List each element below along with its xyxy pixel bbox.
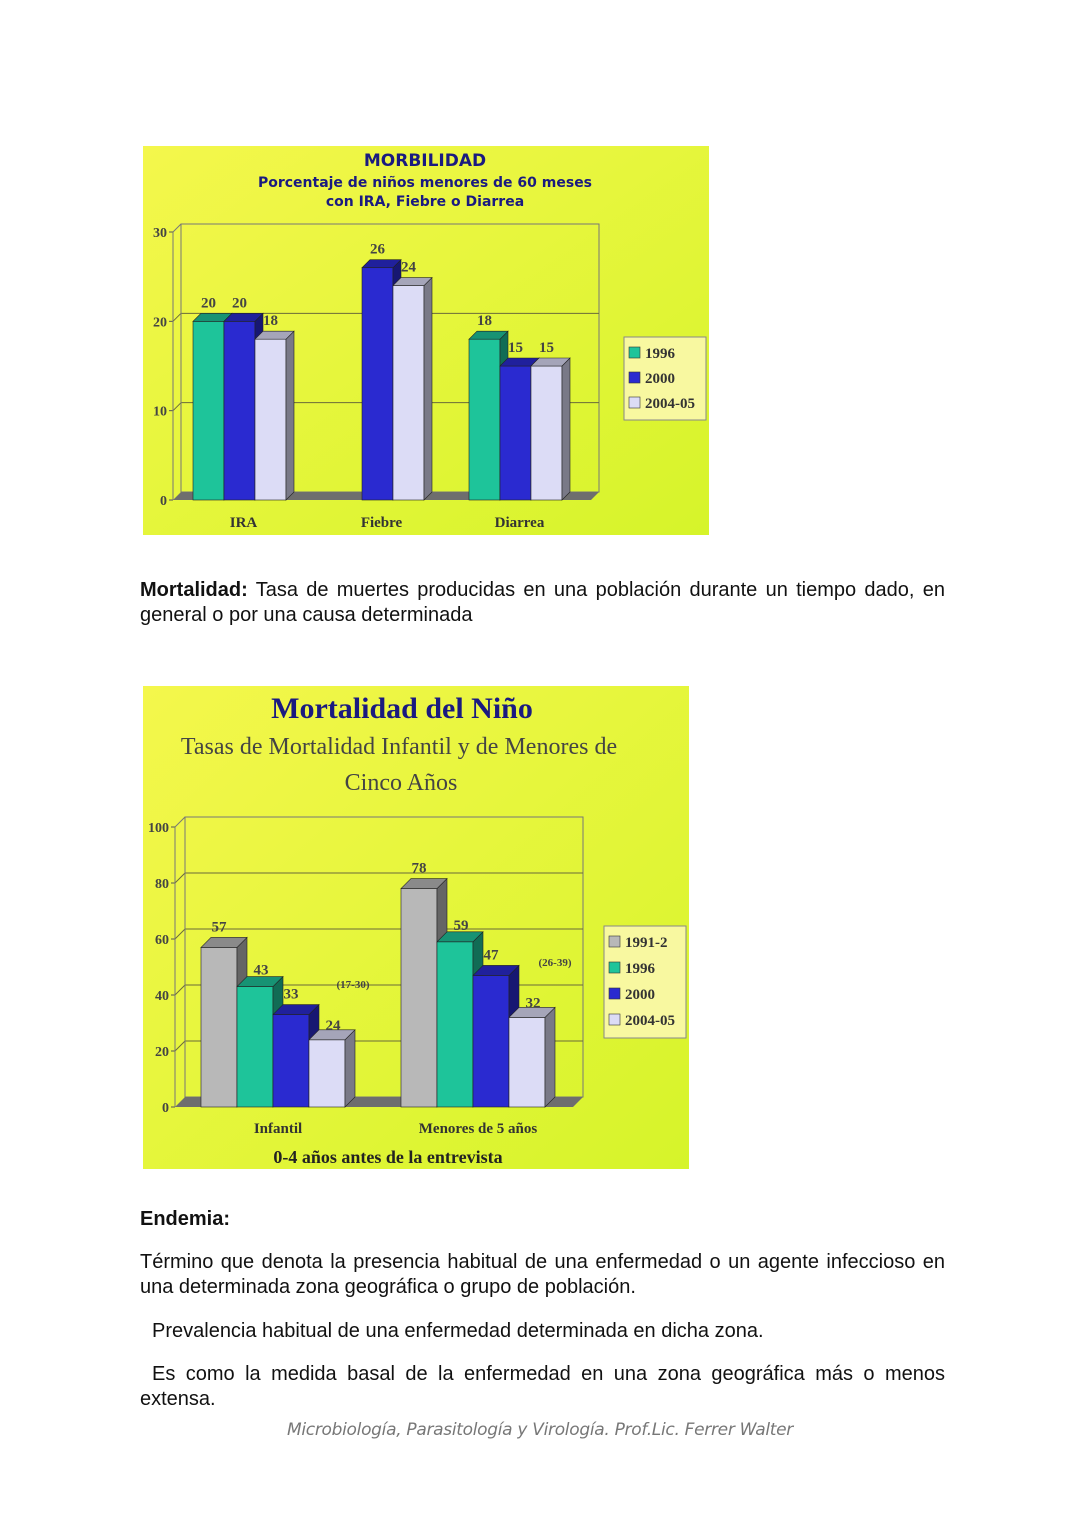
data-label: 24 <box>325 1017 341 1034</box>
bar <box>393 278 432 500</box>
bar-front <box>531 366 562 500</box>
bar-front <box>500 366 531 500</box>
data-label: 24 <box>401 259 416 276</box>
bar-front <box>469 339 500 500</box>
endemia-medida-basal: Es como la medida basal de la enfermedad en una zona geográfica más o menos extensa. <box>140 1363 945 1410</box>
legend-label: 2004-05 <box>625 1013 675 1029</box>
data-label: 20 <box>232 295 247 312</box>
legend-label: 2004-05 <box>645 396 695 412</box>
data-label: 33 <box>283 986 299 1003</box>
bar <box>255 331 294 500</box>
bar <box>509 1007 555 1107</box>
bar-side <box>286 331 294 500</box>
bar <box>309 1030 355 1107</box>
mortalidad-definition: Tasa de muertes producidas en una población durante un tiempo dado, en general o por una causa determinada <box>140 579 945 626</box>
data-label: 57 <box>211 919 227 936</box>
legend-label: 2000 <box>625 987 655 1003</box>
y-tick-label: 20 <box>155 1045 169 1060</box>
bar-side <box>545 1007 555 1107</box>
bar-side <box>345 1030 355 1107</box>
chart-subtitle-line1: Porcentaje de niños menores de 60 meses <box>257 175 593 191</box>
legend-label: 2000 <box>645 371 675 387</box>
x-category-label: IRA <box>229 515 258 531</box>
bar-side <box>562 358 570 500</box>
bar-front <box>362 268 393 500</box>
morbilidad-chart-svg <box>143 146 709 535</box>
mortalidad-nino-chart-svg <box>143 686 689 1169</box>
confidence-annotation-infantil: (17-30) <box>336 979 370 991</box>
legend-label: 1996 <box>645 346 675 362</box>
chart-title: MORBILIDAD <box>363 151 487 171</box>
bar-front <box>255 339 286 500</box>
bar-front <box>224 321 255 500</box>
endemia-heading: Endemia: <box>140 1208 231 1230</box>
legend-label: 1991-2 <box>625 935 668 951</box>
y-tick-label: 20 <box>153 315 167 331</box>
data-label: 18 <box>477 313 492 330</box>
mortalidad-nino-chart <box>143 686 689 1169</box>
x-category-label: Diarrea <box>494 515 545 531</box>
bar-front <box>473 975 509 1107</box>
legend <box>624 337 706 420</box>
bar-front <box>193 321 224 500</box>
chart-subtitle-line2: con IRA, Fiebre o Diarrea <box>325 194 525 210</box>
y-tick-label: 60 <box>155 933 169 948</box>
legend-swatch <box>629 397 640 408</box>
page-footer: Microbiología, Parasitología y Virología. Prof.Lic. Ferrer Walter <box>287 1420 793 1440</box>
data-label: 59 <box>453 917 469 934</box>
data-label: 26 <box>370 241 385 258</box>
data-label: 15 <box>508 340 523 356</box>
legend-swatch <box>629 347 640 358</box>
bar-front <box>309 1040 345 1107</box>
data-label: 43 <box>253 962 269 979</box>
legend-swatch <box>609 988 620 999</box>
bar <box>531 358 570 500</box>
data-label: 18 <box>263 313 278 330</box>
legend-swatch <box>609 936 620 947</box>
endemia-definition: Término que denota la presencia habitual de una enfermedad o un agente infeccioso en una determinada zona geográfica o grupo de población. <box>140 1251 945 1298</box>
bar-front <box>401 889 437 1107</box>
data-label: 20 <box>201 295 216 312</box>
x-category-label: Menores de 5 años <box>418 1121 538 1137</box>
y-tick-label: 0 <box>160 494 167 509</box>
bar-front <box>437 942 473 1107</box>
chart-title: Mortalidad del Niño <box>271 692 533 725</box>
bar-front <box>393 286 424 500</box>
endemia-prevalencia: Prevalencia habitual de una enfermedad determinada en dicha zona. <box>152 1320 764 1342</box>
x-category-label: Infantil <box>253 1121 303 1137</box>
y-tick-label: 30 <box>153 226 167 241</box>
y-tick-label: 10 <box>153 404 167 420</box>
y-tick-label: 40 <box>155 989 169 1004</box>
bar-front <box>509 1017 545 1107</box>
mortalidad-term: Mortalidad: <box>140 579 248 601</box>
y-tick-label: 100 <box>148 821 169 836</box>
bar-front <box>237 987 273 1107</box>
chart-xlabel: 0-4 años antes de la entrevista <box>273 1147 503 1167</box>
morbilidad-chart <box>143 146 709 535</box>
x-category-label: Fiebre <box>360 515 403 531</box>
data-label: 15 <box>539 340 554 356</box>
chart-subtitle-line2: Cinco Años <box>344 770 458 796</box>
y-tick-label: 0 <box>162 1101 169 1116</box>
mortalidad-paragraph <box>140 578 945 628</box>
y-tick-label: 80 <box>155 877 169 892</box>
data-label: 47 <box>483 947 499 964</box>
legend-label: 1996 <box>625 961 655 977</box>
bar-front <box>201 947 237 1107</box>
chart-subtitle-line1: Tasas de Mortalidad Infantil y de Menores de <box>180 734 618 760</box>
bar-side <box>424 278 432 500</box>
legend-swatch <box>629 372 640 383</box>
confidence-annotation-menores: (26-39) <box>538 957 572 969</box>
bar-front <box>273 1015 309 1107</box>
legend-swatch <box>609 962 620 973</box>
legend <box>604 926 686 1038</box>
data-label: 78 <box>411 860 427 877</box>
legend-swatch <box>609 1014 620 1025</box>
data-label: 32 <box>525 995 541 1012</box>
